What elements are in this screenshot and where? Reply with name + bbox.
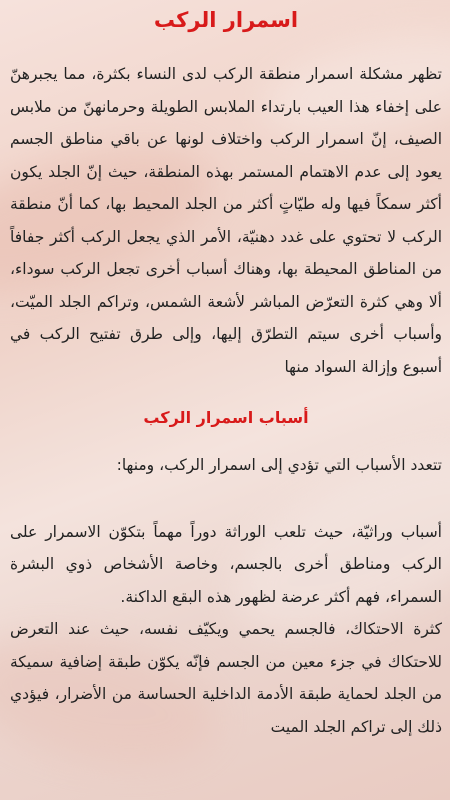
- causes-heading: أسباب اسمرار الركب: [143, 408, 309, 427]
- causes-list: [10, 516, 442, 744]
- cause-genetic-paragraph: أسباب وراثيّة، حيث تلعب الوراثة دوراً مهماً بتكوّن الاسمرار على الركب ومناطق أخرى بالجسم، وخاصة الأشخاص ذوي البشرة السمراء، فهم أكثر عرضة لظهور هذه البقع الداكنة.: [10, 522, 442, 606]
- cause-friction-paragraph: كثرة الاحتكاك، فالجسم يحمي ويكيّف نفسه، حيث عند التعرض للاحتكاك في جزء معين من الجسم فإنّه يكوّن طبقة إضافية سميكة من الجلد لحماية طبقة الأدمة الداخلية الحساسة من الأضرار، فيؤدي ذلك إلى تراكم الجلد الميت: [10, 620, 442, 736]
- intro-paragraph: تظهر مشكلة اسمرار منطقة الركب لدى النساء بكثرة، مما يجبرهنّ على إخفاء هذا العيب بارتداء الملابس الطويلة وحرمانهنّ من ملابس الصيف، إنّ اسمرار الركب واختلاف لونها عن باقي مناطق الجسم يعود إلى عدم الاهتمام المستمر بهذه المنطقة، حيث إنّ الجلد يكون أكثر سمكاً فيها وله طيّاتٍ أكثر من الجلد المحيط بها، كما أنّ منطقة الركب لا تحتوي على غدد دهنيّة، الأمر الذي يجعل الركب أكثر جفافاً من المناطق المحيطة بها، وهناك أسباب أخرى تجعل الركب سوداء، ألا وهي كثرة التعرّض المباشر لأشعة الشمس، وتراكم الجلد الميّت، وأسباب أخرى سيتم التطرّق إليها، وإلى طرق تفتيح الركب في أسبوع وإزالة السواد منها: [10, 65, 442, 376]
- article-title: اسمرار الركب: [153, 8, 299, 32]
- causes-lead-paragraph: تتعدد الأسباب التي تؤدي إلى اسمرار الركب، ومنها:: [116, 456, 442, 474]
